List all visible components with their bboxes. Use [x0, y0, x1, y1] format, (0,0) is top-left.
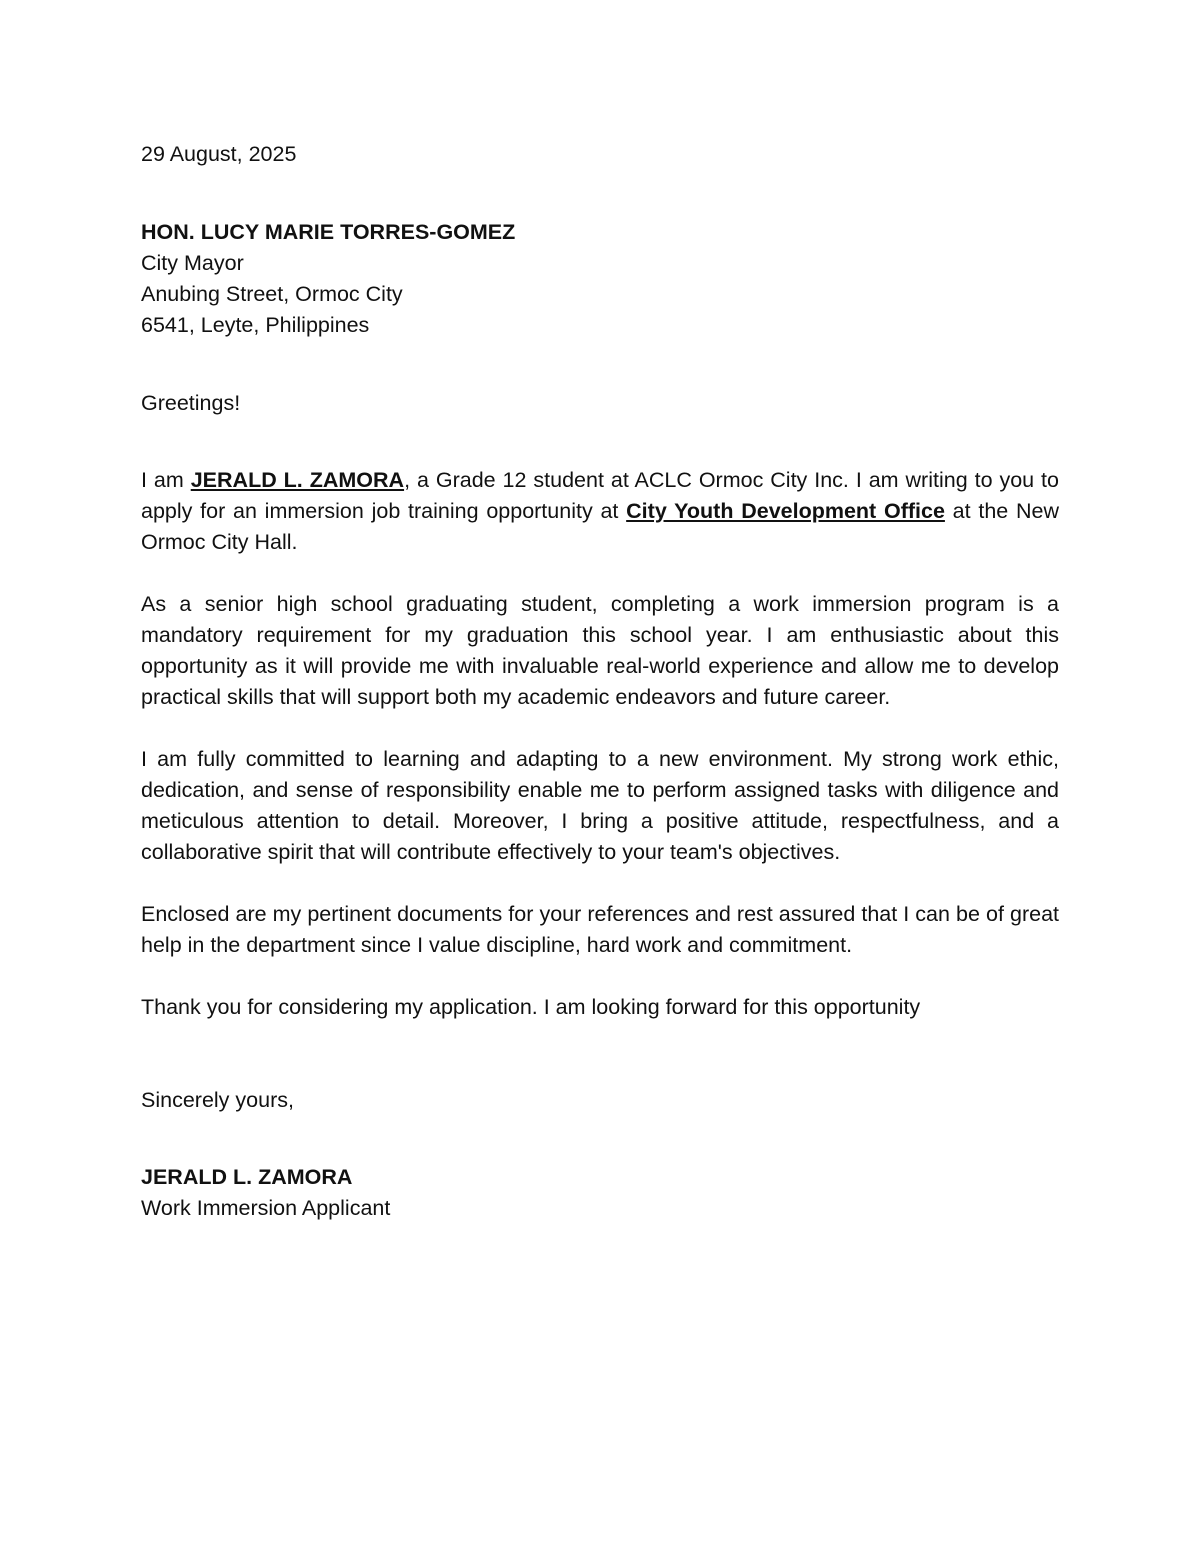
paragraph-thanks: Thank you for considering my application. I am looking forward for this opportunity — [141, 995, 921, 1019]
paragraph-requirement: As a senior high school graduating student, completing a work immersion program is a mandatory requirement for my graduation this school year. I am enthusiastic about this opportunity as it will provide me with invaluable real-world experience and allow me to develop practical skills that will support both my academic endeavors and future career. — [141, 592, 1059, 709]
para1-text-2: , a Grade 12 student at ACLC Ormoc City Inc. I am writing to you to apply for an immersion job training opportunity at — [141, 468, 1059, 523]
letter-page — [141, 139, 1059, 1224]
signatory-name: JERALD L. ZAMORA — [141, 1165, 353, 1189]
recipient-block — [141, 217, 1059, 341]
paragraph-commitment: I am fully committed to learning and adapting to a new environment. My strong work ethic, dedication, and sense of responsibility enable me to perform assigned tasks with diligence and meticulous attention to detail. Moreover, I bring a positive attitude, respectfulness, and a collaborative spirit that will contribute effectively to your team's objectives. — [141, 747, 1059, 864]
paragraph-enclosures: Enclosed are my pertinent documents for your references and rest assured that I can be of great help in the department since I value discipline, hard work and commitment. — [141, 902, 1059, 957]
recipient-title: City Mayor — [141, 251, 244, 275]
paragraph-intro — [141, 465, 1059, 558]
letter-date: 29 August, 2025 — [141, 142, 297, 166]
recipient-address-line2: 6541, Leyte, Philippines — [141, 313, 370, 337]
signature-block — [141, 1162, 1059, 1224]
office-name-inline: City Youth Development Office — [626, 499, 945, 523]
para1-text-1: I am — [141, 468, 191, 492]
signatory-role: Work Immersion Applicant — [141, 1196, 391, 1220]
greeting: Greetings! — [141, 391, 241, 415]
recipient-address-line1: Anubing Street, Ormoc City — [141, 282, 403, 306]
closing: Sincerely yours, — [141, 1088, 294, 1112]
recipient-name: HON. LUCY MARIE TORRES-GOMEZ — [141, 220, 516, 244]
applicant-name-inline: JERALD L. ZAMORA — [190, 468, 405, 492]
para1-text-3: at the New Ormoc City Hall. — [141, 499, 1060, 554]
